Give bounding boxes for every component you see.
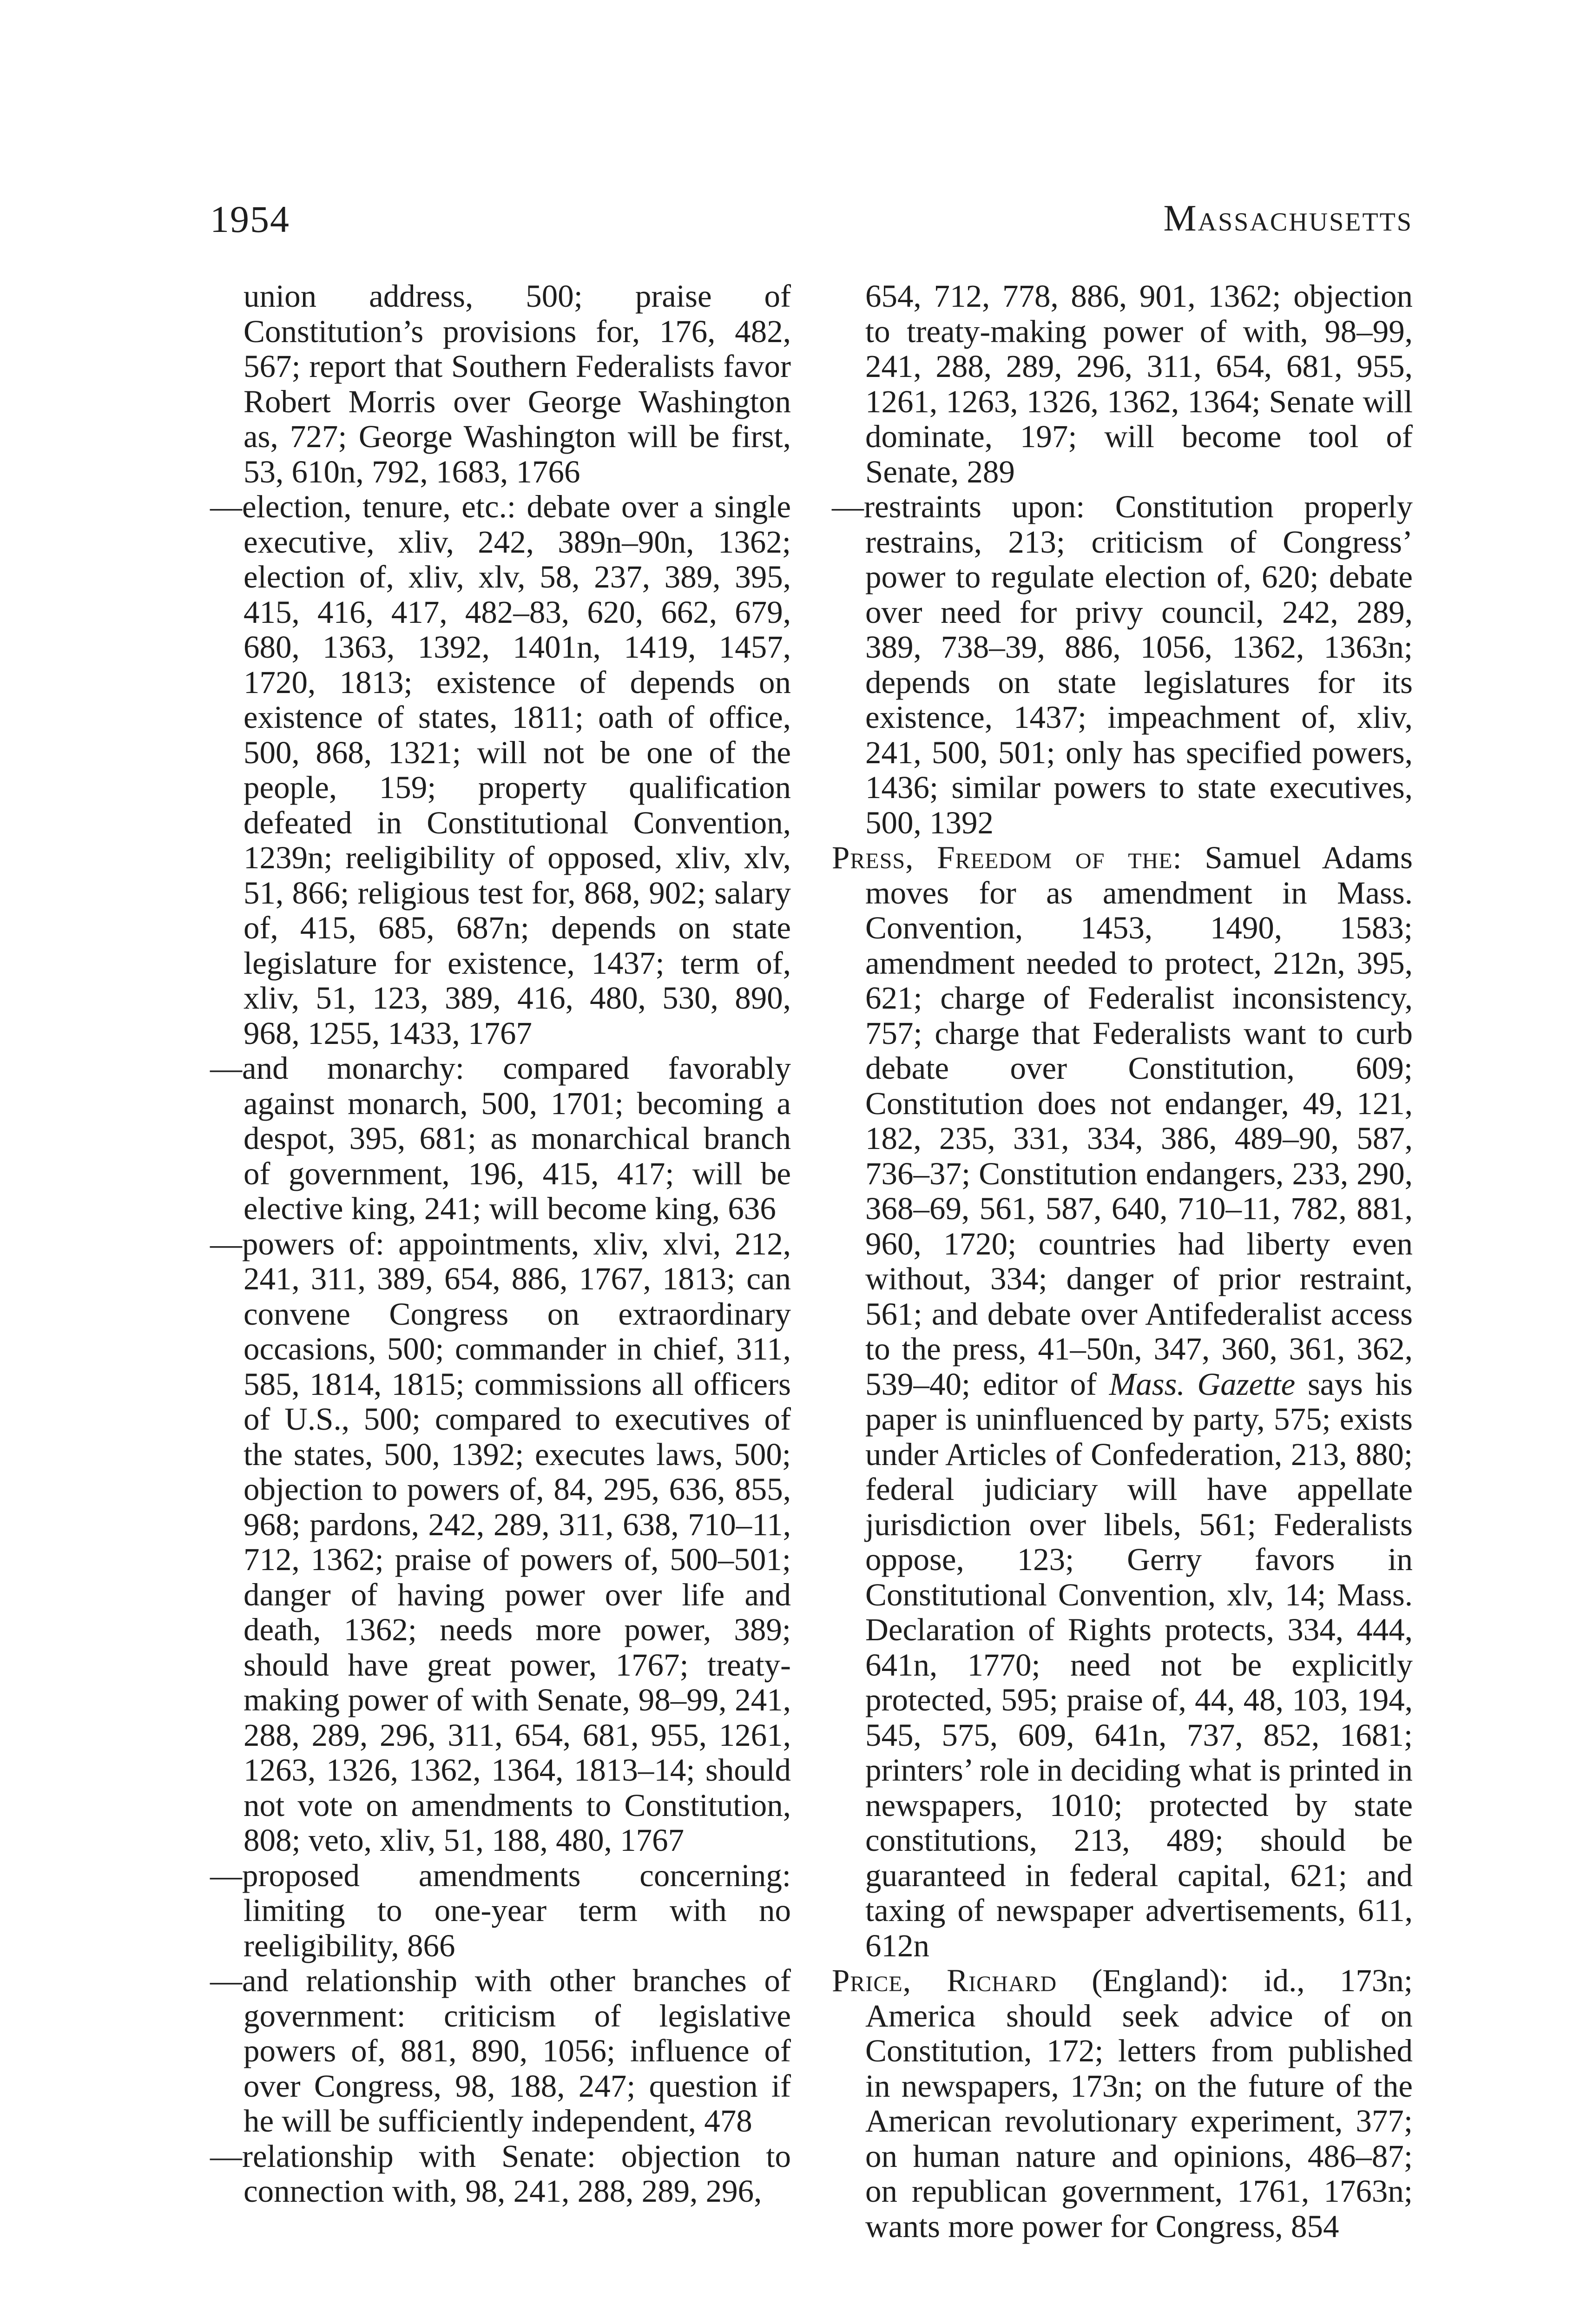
right-column — [832, 279, 1413, 2244]
entry-heading: Price, Richard — [832, 1963, 1057, 1998]
subentry-powers: —powers of: appointments, xliv, xlvi, 212, 241, 311, 389, 654, 886, 1767, 1813; can convene Congress on extraordinary occasions, 500; commander in chief, 311, 585, 1814, 1815; commissions all officers of U.S., 500; compared to executives of the states, 500, 1392; executes laws, 500; objection to powers of, 84, 295, 636, 855, 968; pardons, 242, 289, 311, 638, 710–11, 712, 1362; praise of powers of, 500–501; danger of having power over life and death, 1362; needs more power, 389; should have great power, 1767; treaty-making power of with Senate, 98–99, 241, 288, 289, 296, 311, 654, 681, 955, 1261, 1263, 1326, 1362, 1364, 1813–14; should not vote on amendments to Constitution, 808; veto, xliv, 51, 188, 480, 1767 — [210, 1226, 791, 1858]
subentry-election: —election, tenure, etc.: debate over a single executive, xliv, 242, 389n–90n, 1362; election of, xliv, xlv, 58, 237, 389, 395, 415, 416, 417, 482–83, 620, 662, 679, 680, 1363, 1392, 1401n, 1419, 1457, 1720, 1813; existence of depends on existence of states, 1811; oath of office, 500, 868, 1321; will not be one of the people, 159; property qualification defeated in Constitutional Convention, 1239n; reeligibility of opposed, xliv, xlv, 51, 866; religious test for, 868, 902; salary of, 415, 685, 687n; depends on state legislature for existence, 1437; term of, xliv, 51, 123, 389, 416, 480, 530, 890, 968, 1255, 1433, 1767 — [210, 489, 791, 1051]
subentry-monarchy: —and monarchy: compared favorably against monarch, 500, 1701; becoming a despot, 395, 681; as monarchical branch of government, 196, 415, 417; will be elective king, 241; will become king, 636 — [210, 1050, 791, 1226]
entry-continuation: union address, 500; praise of Constitution’s provisions for, 176, 482, 567; report that Southern Federalists favor Robert Morris over George Washington as, 727; George Washington will be first, 53, 610n, 792, 1683, 1766 — [244, 278, 791, 489]
subentry-restraints: —restraints upon: Constitution properly restrains, 213; criticism of Congress’ power to regulate election of, 620; debate over need for privy council, 242, 289, 389, 738–39, 886, 1056, 1362, 1363n; depends on state legislatures for its existence, 1437; impeachment of, xliv, 241, 500, 501; only has specified powers, 1436; similar powers to state executives, 500, 1392 — [832, 489, 1413, 840]
subentry-relationship-senate: —relationship with Senate: objection to connection with, 98, 241, 288, 289, 296, — [210, 2138, 791, 2209]
page-number: 1954 — [210, 198, 290, 240]
entry-text: says his paper is uninfluenced by party, 575; exists under Articles of Confederation, 213, 880; federal judiciary will have appellate jurisdiction over libels, 561; Federalists oppose, 123; Gerry favors in Constitutional Convention, xlv, 14; Mass. Declaration of Rights protects, 334, 444, 641n, 1770; need not be explicitly protected, 595; praise of, 44, 48, 103, 194, 545, 575, 609, 641n, 737, 852, 1681; printers’ role in deciding what is printed in newspapers, 1010; protected by state constitutions, 213, 489; should be guaranteed in federal capital, 621; and taxing of newspaper advertisements, 611, 612n — [865, 1366, 1413, 1963]
subentry-proposed-amendments: —proposed amendments concerning: limiting to one-year term with no reeligibility, 866 — [210, 1857, 791, 1963]
entry-heading: Press, Freedom of the: — [832, 840, 1182, 875]
subentry-other-branches: —and relationship with other branches of government: criticism of legislative powers of, 881, 890, 1056; influence of over Congress, 98, 188, 247; question if he will be sufficiently independent, 478 — [210, 1963, 791, 2139]
running-head: Massachusetts — [1163, 198, 1413, 239]
italic-title: Mass. Gazette — [1109, 1366, 1296, 1402]
entry-text: (England): id., 173n; America should seek advice of on Constitution, 172; letters from published in newspapers, 173n; on the future of the American revolutionary experiment, 377; on human nature and opinions, 486–87; on republican government, 1761, 1763n; wants more power for Congress, 854 — [865, 1963, 1413, 2244]
entry-continuation: 654, 712, 778, 886, 901, 1362; objection to treaty-making power of with, 98–99, 241, 288, 289, 296, 311, 654, 681, 955, 1261, 1263, 1326, 1362, 1364; Senate will dominate, 197; will become tool of Senate, 289 — [865, 278, 1413, 489]
entry-text: Samuel Adams moves for as amendment in Mass. Convention, 1453, 1490, 1583; amendment needed to protect, 212n, 395, 621; charge of Federalist inconsistency, 757; charge that Federalists want to curb debate over Constitution, 609; Constitution does not endanger, 49, 121, 182, 235, 331, 334, 386, 489–90, 587, 736–37; Constitution endangers, 233, 290, 368–69, 561, 587, 640, 710–11, 782, 881, 960, 1720; countries had liberty even without, 334; danger of prior restraint, 561; and debate over Antifederalist access to the press, 41–50n, 347, 360, 361, 362, 539–40; editor of — [865, 840, 1413, 1402]
index-entry-press — [832, 840, 1413, 1963]
page-header — [210, 198, 1413, 253]
left-column — [210, 279, 791, 2209]
index-entry-price — [832, 1963, 1413, 2244]
